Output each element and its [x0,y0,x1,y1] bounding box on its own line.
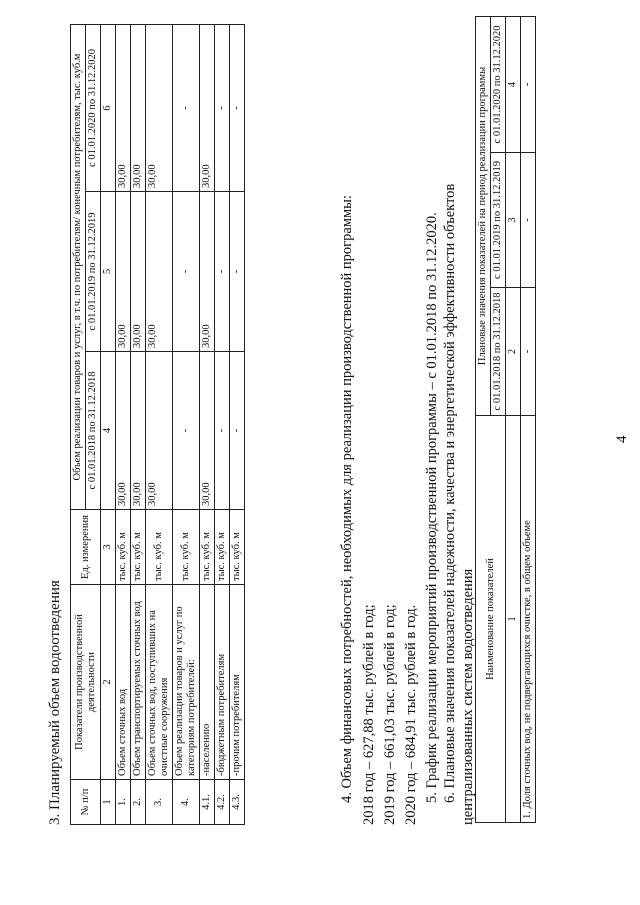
header-num: № п/п [71,780,101,825]
water-disposal-volume-table [70,24,245,825]
section6-line1: 6. Плановые значения показателей надежности, качества и энергетической эффективности объектов [442,183,458,803]
table-row [146,25,173,825]
col-number: 5 [101,192,116,352]
table-row [200,25,215,825]
row-name: -бюджетным потребителям [215,585,230,780]
row-value-2018: - [521,288,536,416]
table-row [521,16,536,822]
row-value-2020: 30,00 [200,25,215,192]
table-header-row [476,16,491,822]
row-value-2020: - [173,25,200,192]
row-value-2020: - [215,25,230,192]
row-value-2019: 30,00 [131,192,146,352]
section6-line2: централизованных систем водоотведения [460,568,476,825]
row-name: Объем реализации товаров и услуг по категориям потребителей: [173,585,200,780]
header-unit: Ед. измерения [71,510,101,585]
table-row [116,25,131,825]
header-period-2018: с 01.01.2018 по 31.12.2018 [491,288,506,416]
row-value-2019: - [230,192,245,352]
col-number: 3 [101,510,116,585]
header-plan-group: Плановые значения показателей на период реализации программы [476,16,491,415]
table-row [173,25,200,825]
row-value-2018: 30,00 [146,352,173,510]
header-period-2018: с 01.01.2018 по 31.12.2018 [86,352,101,510]
row-unit: тыс. куб. м [215,510,230,585]
col-number: 6 [101,25,116,192]
indicators-table [475,16,536,823]
row-value-2020: - [521,16,536,152]
row-unit: тыс. куб. м [131,510,146,585]
row-unit: тыс. куб. м [116,510,131,585]
row-value-2018: 30,00 [116,352,131,510]
row-value-2020: 30,00 [146,25,173,192]
header-volume-group: Объем реализации товаров и услуг, в т.ч. по потребителям/ конечным потребителям, тыс. куб.м [71,25,86,510]
row-value-2019: - [215,192,230,352]
col-number: 4 [506,16,521,152]
row-num: 3. [146,780,173,825]
table-row [230,25,245,825]
row-name: -населению [200,585,215,780]
row-value-2018: - [173,352,200,510]
row-num: 4. [173,780,200,825]
row-unit: тыс. куб. м [173,510,200,585]
header-period-2020: с 01.01.2020 по 31.12.2020 [86,25,101,192]
row-value-2020: 30,00 [131,25,146,192]
page-number: 4 [614,435,630,443]
row-value-2019: 30,00 [200,192,215,352]
row-value-2019: - [521,153,536,288]
column-number-row [506,16,521,822]
col-number: 2 [101,585,116,780]
row-value-2019: - [173,192,200,352]
row-num: 1. [116,780,131,825]
row-num: 4.2. [215,780,230,825]
table-row [215,25,230,825]
section5-text: 5. График реализации мероприятий производственной программы – с 01.01.2018 по 31.12.2020. [424,212,440,803]
financing-2020: 2020 год – 684,91 тыс. рублей в год. [403,604,419,825]
col-number: 2 [506,288,521,416]
table-header-row [71,25,86,825]
row-name: 1. Доля сточных вод, не подвергающихся очистке, в общем объеме [521,416,536,823]
col-number: 3 [506,153,521,288]
row-value-2019: 30,00 [146,192,173,352]
row-num: 4.3. [230,780,245,825]
financing-2018: 2018 год – 627,88 тыс. рублей в год; [361,604,377,825]
col-number: 4 [101,352,116,510]
row-value-2018: - [215,352,230,510]
row-value-2018: - [230,352,245,510]
row-value-2019: 30,00 [116,192,131,352]
row-name: -прочим потребителям [230,585,245,780]
financing-2019: 2019 год – 661,03 тыс. рублей в год; [382,604,398,825]
row-num: 2. [131,780,146,825]
header-period-2019: с 01.01.2019 по 31.12.2019 [86,192,101,352]
header-period-2020: с 01.01.2020 по 31.12.2020 [491,16,506,152]
header-indicator-name: Наименование показателей [476,416,506,823]
row-value-2018: 30,00 [131,352,146,510]
table-row [131,25,146,825]
row-value-2020: 30,00 [116,25,131,192]
header-period-2019: с 01.01.2019 по 31.12.2019 [491,153,506,288]
col-number: 1 [101,780,116,825]
row-unit: тыс. куб. м [146,510,173,585]
row-name: Объем транспортируемых сточных вод [131,585,146,780]
row-value-2020: - [230,25,245,192]
row-name: Объем сточных вод [116,585,131,780]
section4-title: 4. Объем финансовых потребностей, необходимых для реализации производственной программы: [339,195,355,803]
header-indicator: Показатели производственной деятельности [71,585,101,780]
col-number: 1 [506,416,521,823]
row-num: 4.1. [200,780,215,825]
row-value-2018: 30,00 [200,352,215,510]
section3-title: 3. Планируемый объем водоотведения [47,580,63,825]
row-unit: тыс. куб. м [200,510,215,585]
row-unit: тыс. куб. м [230,510,245,585]
column-number-row [101,25,116,825]
row-name: Объем сточных вод, поступивших на очистные сооружения [146,585,173,780]
